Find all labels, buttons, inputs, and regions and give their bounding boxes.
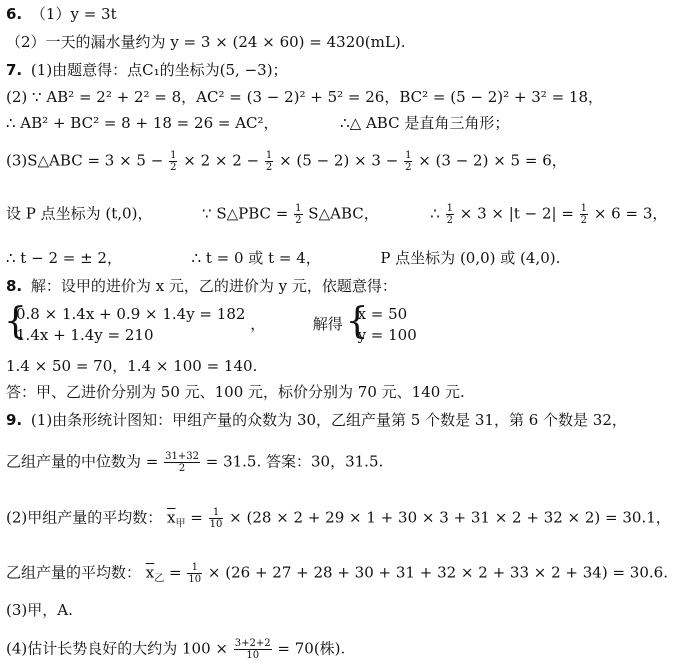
q9-line-5 [6, 600, 73, 620]
q7-part-1: (1)由题意得：点C₁的坐标为(5, −3)； [30, 61, 288, 79]
fraction-half: $\frac{1}{2}$ [405, 150, 412, 173]
q7-area-result: × (3 − 2) × 5 = 6， [418, 151, 567, 170]
q6-part-1: （1）y = 3t [30, 5, 117, 23]
q7-line-3 [6, 113, 509, 133]
q9-median-answer: = 31.5. 答案：30，31.5. [205, 452, 384, 471]
q7-part-2: (2) ∵ AB² = 2² + 2² = 8，AC² = (3 − 2)² + 5² = 26，BC² = (5 − 2)² + 3² = 18， [6, 88, 604, 106]
fraction-estimate: $\frac{3+2+2}{10}$ [234, 638, 271, 661]
therefore-symbol: ∴ [430, 204, 440, 223]
q8-answer: 答：甲、乙进价分别为 50 元、100 元，标价分别为 70 元、140 元. [6, 383, 465, 401]
q7-area-relation: ∵ S△PBC = [202, 204, 289, 223]
q8-price-calc: 1.4 × 50 = 70，1.4 × 100 = 140. [6, 357, 258, 375]
subscript-jia: 甲 [175, 518, 186, 530]
equals-sign: = [190, 508, 203, 527]
q7-area-relation-end: S△ABC， [308, 204, 379, 223]
fraction-half: $\frac{1}{2}$ [446, 203, 453, 226]
q9-mean-jia-calc: × (28 × 2 + 29 × 1 + 30 × 3 + 31 × 2 + 32 × 2) = 30.1， [229, 508, 671, 527]
q7-area-term-1: × 2 × 2 − [183, 151, 260, 170]
q9-line-6 [6, 638, 345, 661]
q7-t-solution-1: ∴ t − 2 = ± 2， [6, 249, 122, 267]
q7-right-angle-proof: ∴ AB² + BC² = 8 + 18 = 26 = AC²， [6, 114, 279, 132]
q9-mean-yi-label: 乙组产量的平均数： [6, 563, 142, 582]
q6-line-2 [6, 32, 405, 52]
q8-line-3 [6, 356, 257, 376]
fraction-half: $\frac{1}{2}$ [170, 150, 177, 173]
q8-line-1 [6, 276, 397, 296]
q8-equation-1: { 0.8 × 1.4x + 0.9 × 1.4y = 182 [16, 305, 246, 323]
q8-equation-2: 1.4x + 1.4y = 210 [16, 326, 154, 344]
q9-line-2 [6, 451, 383, 474]
q6-part-2: （2）一天的漏水量约为 y = 3 × (24 × 60) = 4320(mL). [6, 33, 406, 51]
q9-estimate-result: = 70(株). [277, 639, 346, 658]
q8-solve-label: 解得 [312, 315, 343, 333]
comma: ， [250, 315, 266, 333]
q7-number: 7. [6, 61, 23, 79]
q9-line-3 [6, 507, 671, 535]
fraction-half: $\frac{1}{2}$ [265, 150, 273, 173]
q8-system [6, 304, 417, 346]
q6-line-1 [6, 4, 117, 24]
q7-p-answer: P 点坐标为 (0,0) 或 (4,0). [380, 249, 561, 267]
q7-abs-equation-result: × 6 = 3， [593, 204, 668, 223]
q7-t-solution-2: ∴ t = 0 或 t = 4， [191, 249, 321, 267]
q8-equation-system [6, 304, 245, 346]
q7-line-2 [6, 87, 603, 107]
q9-median-label: 乙组产量的中位数为 = [6, 452, 159, 471]
q9-number: 9. [6, 411, 23, 429]
q8-solution-system [348, 304, 417, 346]
fraction-half: $\frac{1}{2}$ [580, 203, 588, 226]
fraction-tenth: $\frac{1}{10}$ [209, 507, 223, 530]
q9-line-4 [6, 562, 668, 590]
q7-abs-equation: × 3 × |t − 2| = [459, 204, 574, 223]
q7-line-4 [6, 150, 567, 173]
q7-p-coordinate: 设 P 点坐标为 (t,0)， [6, 204, 153, 223]
q6-number: 6. [6, 5, 23, 23]
q9-part-1: (1)由条形统计图知：甲组产量的众数为 30，乙组产量第 5 个数是 31，第 6 个数是 32， [30, 411, 627, 429]
fraction-median: $\frac{31+32}{2}$ [165, 451, 199, 474]
q8-solution-y: y = 100 [357, 326, 417, 344]
q7-line-6 [6, 248, 560, 268]
q9-mean-jia-label: (2)甲组产量的平均数： [6, 508, 163, 527]
q8-solution-x: { x = 50 [357, 305, 408, 323]
q9-line-1 [6, 410, 627, 430]
q9-mean-yi-calc: × (26 + 27 + 28 + 30 + 31 + 32 × 2 + 33 × 2 + 34) = 30.6. [207, 563, 668, 582]
q9-estimate-label: (4)估计长势良好的大约为 100 × [6, 639, 228, 658]
q7-line-5 [6, 203, 667, 226]
q7-line-1 [6, 60, 288, 80]
x-bar: $\overline{x}$ [145, 563, 155, 582]
q7-right-triangle-conclusion: ∴△ ABC 是直角三角形； [340, 114, 510, 132]
x-bar: $\overline{x}$ [167, 508, 176, 527]
subscript-yi: 乙 [154, 573, 165, 585]
q8-line-4 [6, 382, 465, 402]
q7-area-term-2: × (5 − 2) × 3 − [279, 151, 399, 170]
fraction-half: $\frac{1}{2}$ [295, 203, 302, 226]
fraction-tenth: $\frac{1}{10}$ [188, 562, 202, 585]
q8-number: 8. [6, 277, 23, 295]
q8-setup: 解：设甲的进价为 x 元，乙的进价为 y 元，依题意得： [30, 277, 397, 295]
equals-sign: = [169, 563, 182, 582]
q9-part-3: (3)甲，A. [6, 601, 73, 619]
q7-area-start: (3)S△ABC = 3 × 5 − [6, 151, 164, 170]
